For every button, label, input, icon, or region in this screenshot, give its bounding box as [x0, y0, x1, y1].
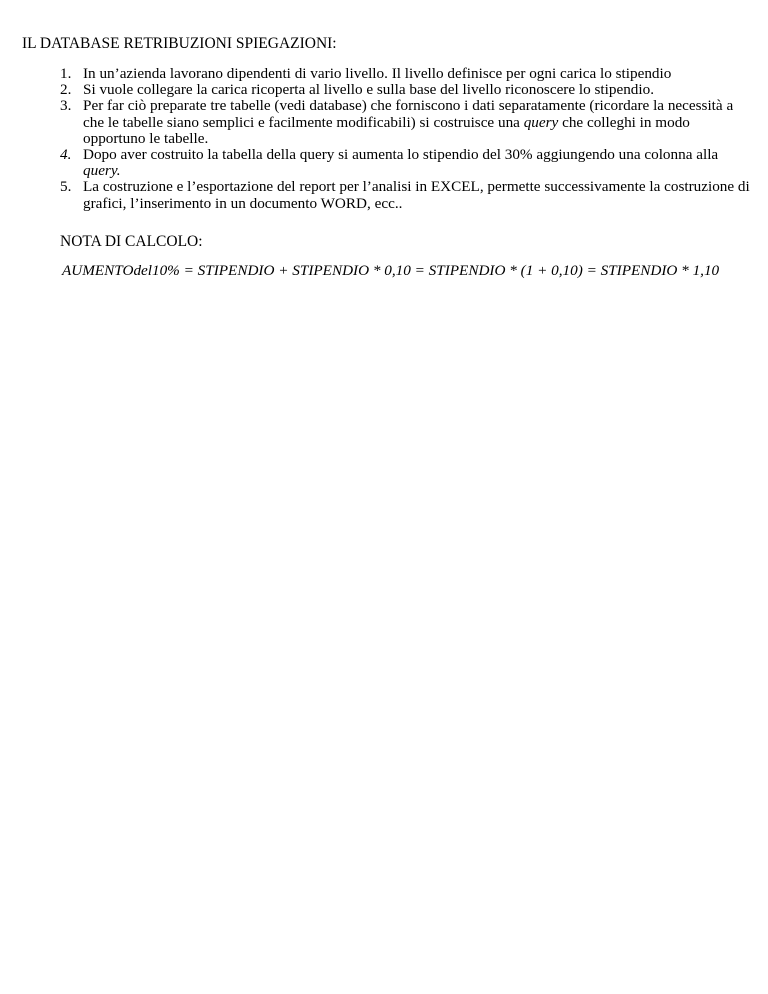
list-item	[60, 98, 750, 147]
list-text	[83, 146, 718, 179]
list-text	[83, 65, 671, 82]
list-number: 2.	[60, 81, 72, 99]
calculation-note-label: NOTA DI CALCOLO:	[60, 233, 203, 250]
calculation-formula: AUMENTOdel10% = STIPENDIO + STIPENDIO * 0,10 = STIPENDIO * (1 + 0,10) = STIPENDIO * 1,10	[62, 262, 720, 279]
list-text	[83, 97, 733, 146]
list-text	[83, 178, 750, 211]
query-emphasis: query.	[83, 162, 121, 180]
list-text	[83, 81, 654, 98]
list-text-part: In un’azienda lavorano dipendenti di vario livello. Il livello definisce per ogni carica lo stipendio	[83, 65, 672, 82]
list-number: 3.	[60, 97, 72, 115]
list-item	[60, 147, 750, 179]
list-text-part: Per far ciò preparate tre tabelle (vedi database) che forniscono i dati separatamente (ricordare la necessità a che le tabelle siano semplici e facilmente modificabili) si costruisce una	[83, 97, 734, 131]
list-item	[60, 66, 750, 82]
list-number: 1.	[60, 65, 72, 82]
list-number: 4.	[60, 146, 72, 164]
document-title: IL DATABASE RETRIBUZIONI SPIEGAZIONI:	[22, 35, 337, 52]
list-text-part: che colleghi in modo opportuno le tabelle.	[83, 113, 690, 147]
list-text-part: La costruzione e l’esportazione del report per l’analisi in EXCEL, permette successivamente la costruzione di grafici, l’inserimento in un documento WORD, ecc..	[83, 178, 750, 212]
list-text-part: Si vuole collegare la carica ricoperta al livello e sulla base del livello riconoscere lo stipendio.	[83, 81, 654, 99]
list-number: 5.	[60, 178, 72, 196]
list-item	[60, 179, 750, 211]
explanation-list	[60, 66, 750, 212]
list-item	[60, 82, 750, 98]
list-text-part: Dopo aver costruito la tabella della query si aumenta lo stipendio del 30% aggiungendo una colonna alla	[83, 146, 719, 164]
query-emphasis: query	[523, 113, 559, 131]
